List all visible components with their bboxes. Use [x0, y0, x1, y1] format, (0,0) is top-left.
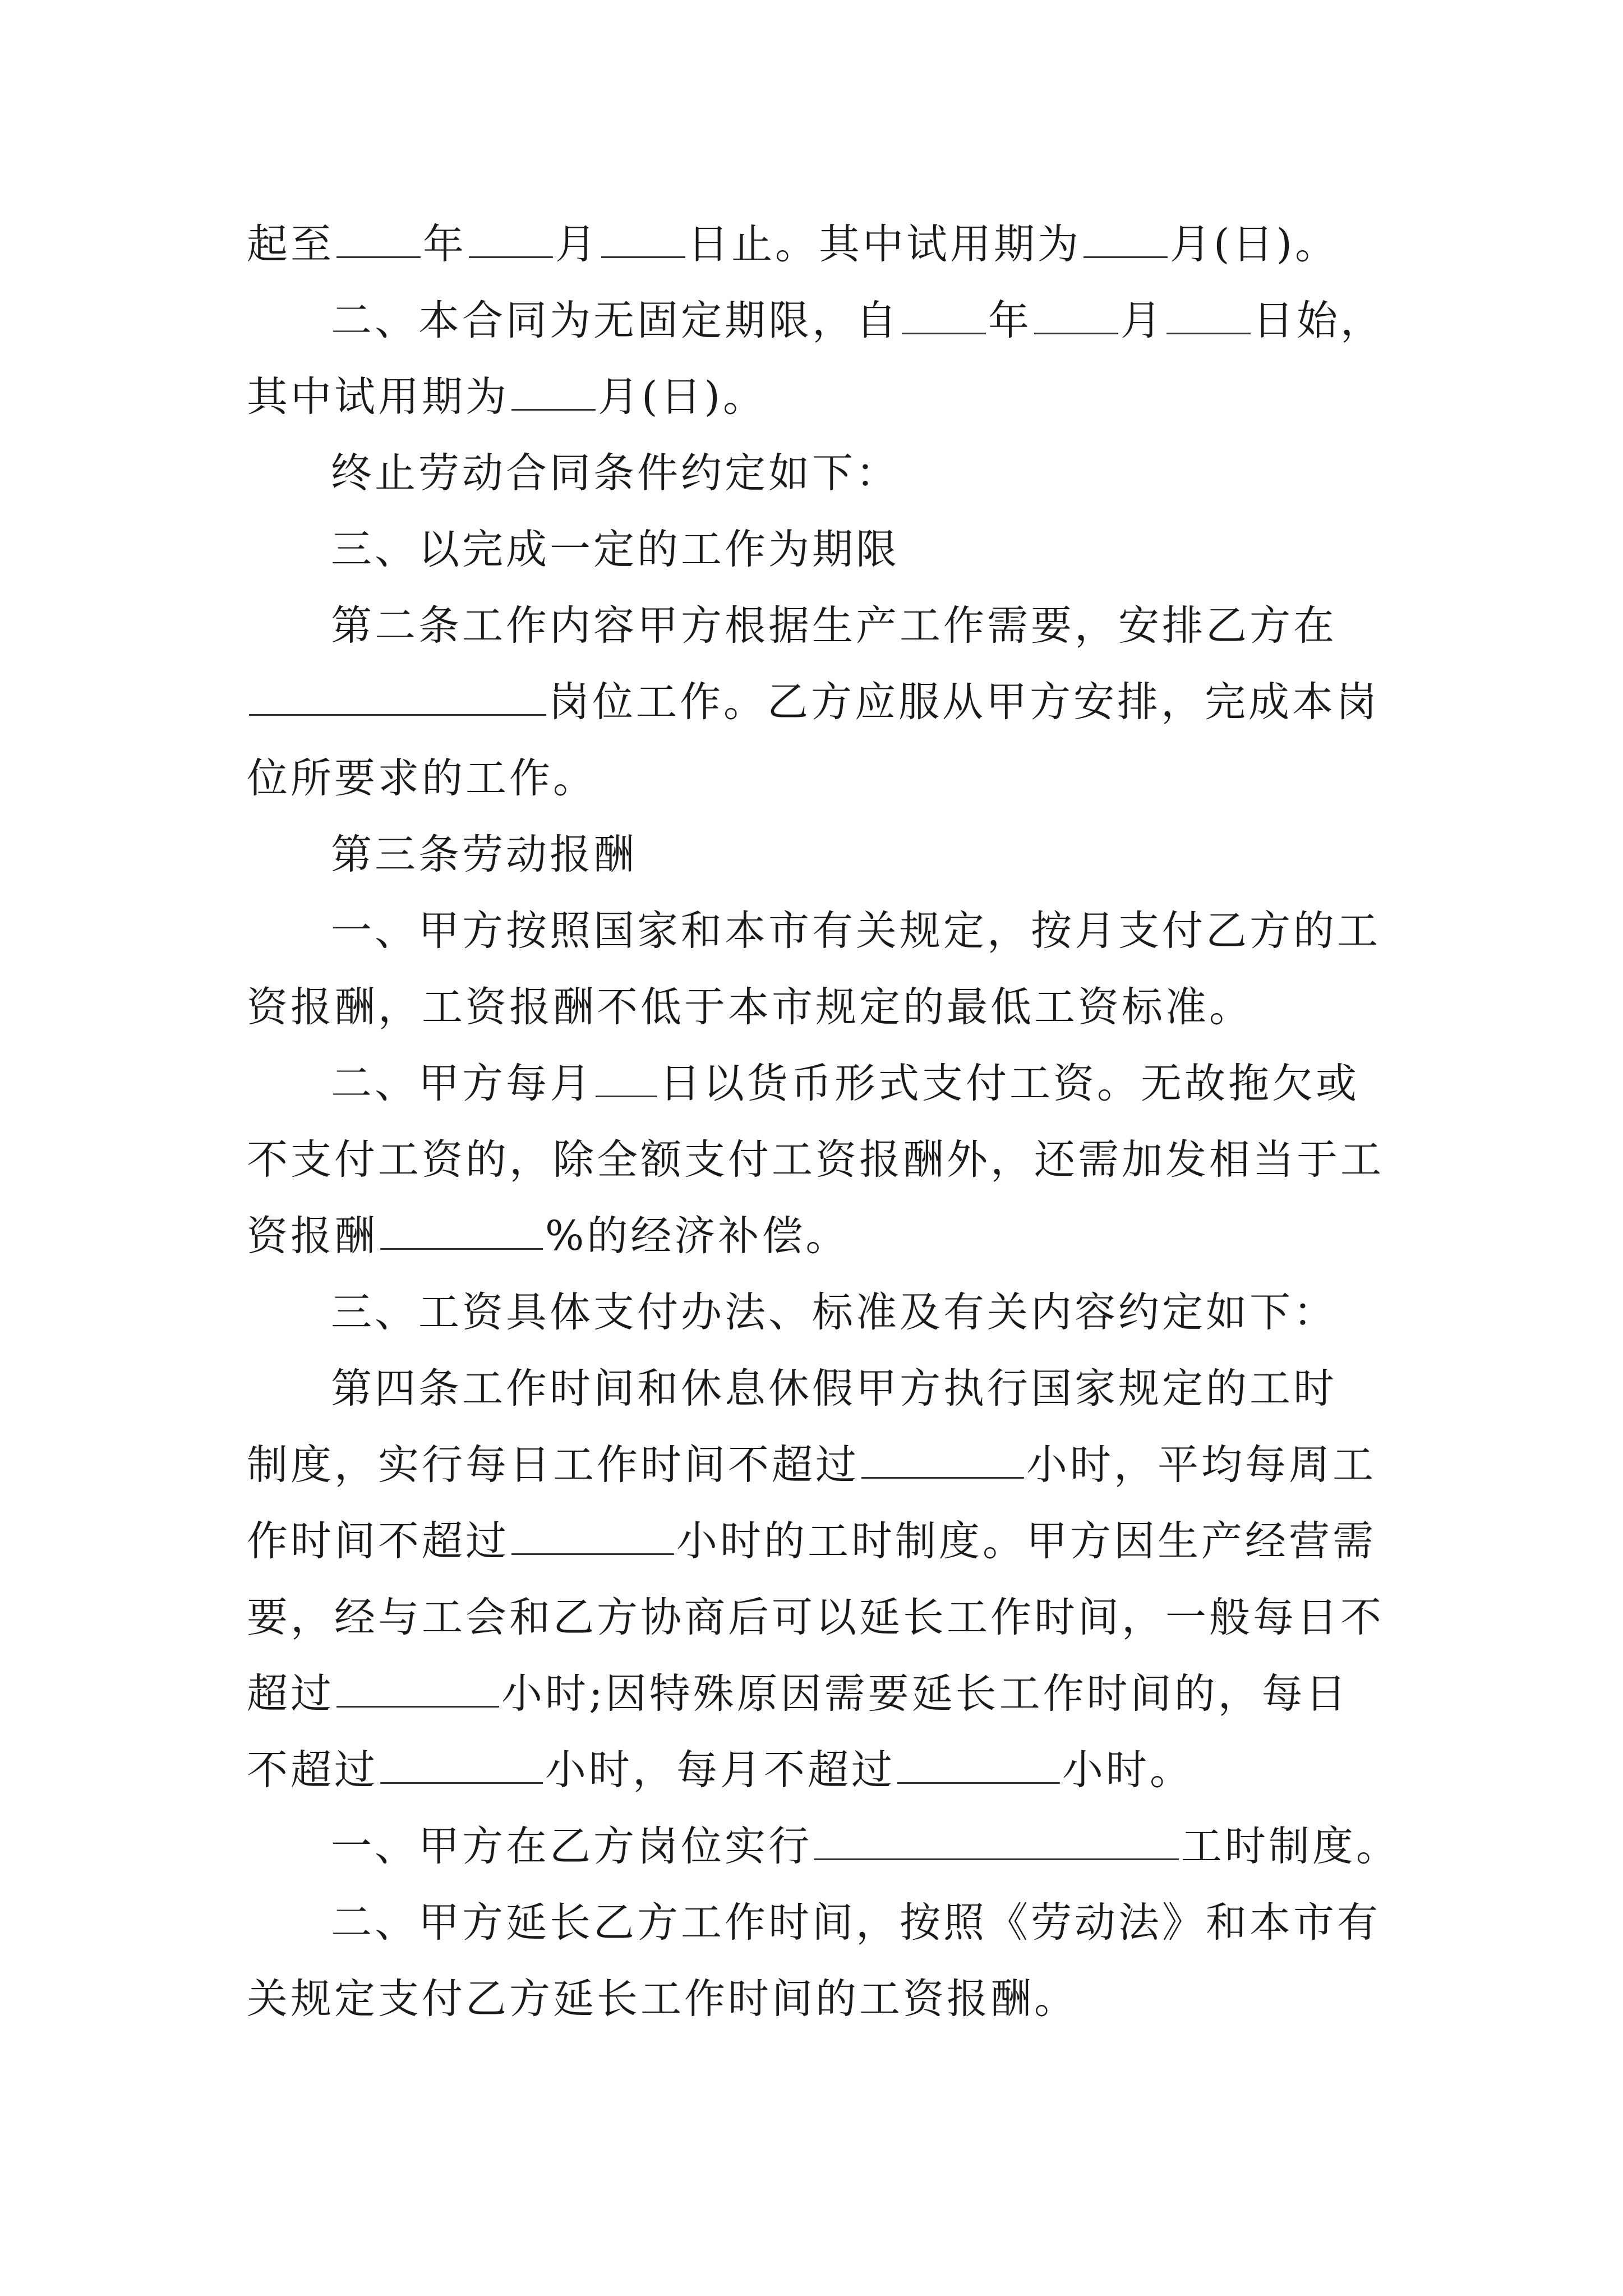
paragraph-line: 三、工资具体支付办法、标准及有关内容约定如下：: [331, 1289, 1337, 1336]
paragraph-line: [247, 206, 1394, 283]
fill-in-blank: [336, 1669, 499, 1708]
paragraph-line: 第二条工作内容甲方根据生产工作需要，安排乙方在: [331, 602, 1337, 650]
fill-in-blank: [861, 1440, 1024, 1479]
paragraph-line: 要，经与工会和乙方协商后可以延长工作时间，一般每日不: [247, 1594, 1384, 1641]
fill-in-blank: [814, 1821, 1179, 1860]
fill-in-blank: [1083, 219, 1168, 258]
text-segment: 月(日)。: [1170, 220, 1339, 268]
text-segment: 一、甲方在乙方岗位实行: [331, 1823, 812, 1870]
text-segment: 作时间不超过: [247, 1517, 509, 1565]
text-segment: 资报酬: [247, 1212, 378, 1260]
text-segment: 月(日)。: [598, 373, 767, 421]
paragraph-line: [247, 1198, 1394, 1274]
paragraph-line: 位所要求的工作。: [247, 754, 597, 802]
fill-in-blank: [1034, 296, 1118, 334]
text-segment: 起至: [247, 220, 334, 268]
text-segment: 小时。: [1062, 1746, 1193, 1794]
fill-in-blank: [380, 1211, 543, 1250]
fill-in-blank: [601, 219, 685, 258]
text-segment: 小时;因特殊原因需要延长工作时间的，每日: [501, 1670, 1349, 1718]
text-segment: 小时的工时制度。甲方因生产经营需: [676, 1517, 1376, 1565]
fill-in-blank: [380, 1745, 543, 1784]
text-segment: 二、本合同为无固定期限，自: [331, 297, 900, 344]
paragraph-line: 终止劳动合同条件约定如下：: [331, 449, 900, 497]
paragraph-line: [247, 664, 1394, 740]
text-segment: 日始，: [1253, 297, 1384, 344]
fill-in-blank: [336, 219, 421, 258]
text-segment: 小时，每月不超过: [545, 1746, 895, 1794]
paragraph-line: 资报酬，工资报酬不低于本市规定的最低工资标准。: [247, 983, 1253, 1031]
paragraph-line: 关规定支付乙方延长工作时间的工资报酬。: [247, 1975, 1078, 2023]
fill-in-blank: [596, 1059, 657, 1097]
text-segment: 工时制度。: [1181, 1823, 1400, 1870]
fill-in-blank: [1166, 296, 1251, 334]
fill-in-blank: [897, 1745, 1060, 1784]
fill-in-blank: [249, 677, 546, 716]
paragraph-line: [247, 1046, 1394, 1122]
paragraph-line: 二、甲方延长乙方工作时间，按照《劳动法》和本市有: [331, 1899, 1381, 1947]
paragraph-line: [247, 1809, 1400, 1885]
text-segment: 日以货币形式支付工资。无故拖欠或: [660, 1060, 1359, 1107]
text-segment: 超过: [247, 1670, 334, 1718]
paragraph-line: [247, 359, 1394, 435]
text-segment: 制度，实行每日工作时间不超过: [247, 1441, 859, 1489]
fill-in-blank: [469, 219, 553, 258]
section-heading: 第三条劳动报酬: [331, 831, 637, 878]
fill-in-blank: [902, 296, 986, 334]
text-segment: 其中试用期为: [247, 373, 509, 421]
fill-in-blank: [511, 1516, 674, 1555]
paragraph-line: 三、以完成一定的工作为期限: [331, 526, 900, 573]
text-segment: 日止。其中试用期为: [688, 220, 1081, 268]
contract-text: [247, 206, 1400, 2037]
text-segment: %的经济补偿。: [545, 1212, 850, 1260]
paragraph-line: [247, 1503, 1394, 1580]
paragraph-line: [247, 1656, 1394, 1732]
text-segment: 年: [988, 297, 1032, 344]
text-segment: 月: [555, 220, 599, 268]
text-segment: 小时，平均每周工: [1026, 1441, 1376, 1489]
text-segment: 年: [423, 220, 467, 268]
text-segment: 岗位工作。乙方应服从甲方安排，完成本岗: [548, 678, 1380, 726]
paragraph-line: [247, 1427, 1394, 1503]
paragraph-line: [247, 1732, 1394, 1809]
paragraph-line: 一、甲方按照国家和本市有关规定，按月支付乙方的工: [331, 907, 1381, 955]
text-segment: 不超过: [247, 1746, 378, 1794]
paragraph-line: 第四条工作时间和休息休假甲方执行国家规定的工时: [331, 1365, 1337, 1412]
text-segment: 月: [1121, 297, 1164, 344]
paragraph-line: [247, 283, 1394, 359]
text-segment: 二、甲方每月: [331, 1060, 593, 1107]
paragraph-line: 不支付工资的，除全额支付工资报酬外，还需加发相当于工: [247, 1136, 1384, 1184]
fill-in-blank: [511, 372, 596, 411]
